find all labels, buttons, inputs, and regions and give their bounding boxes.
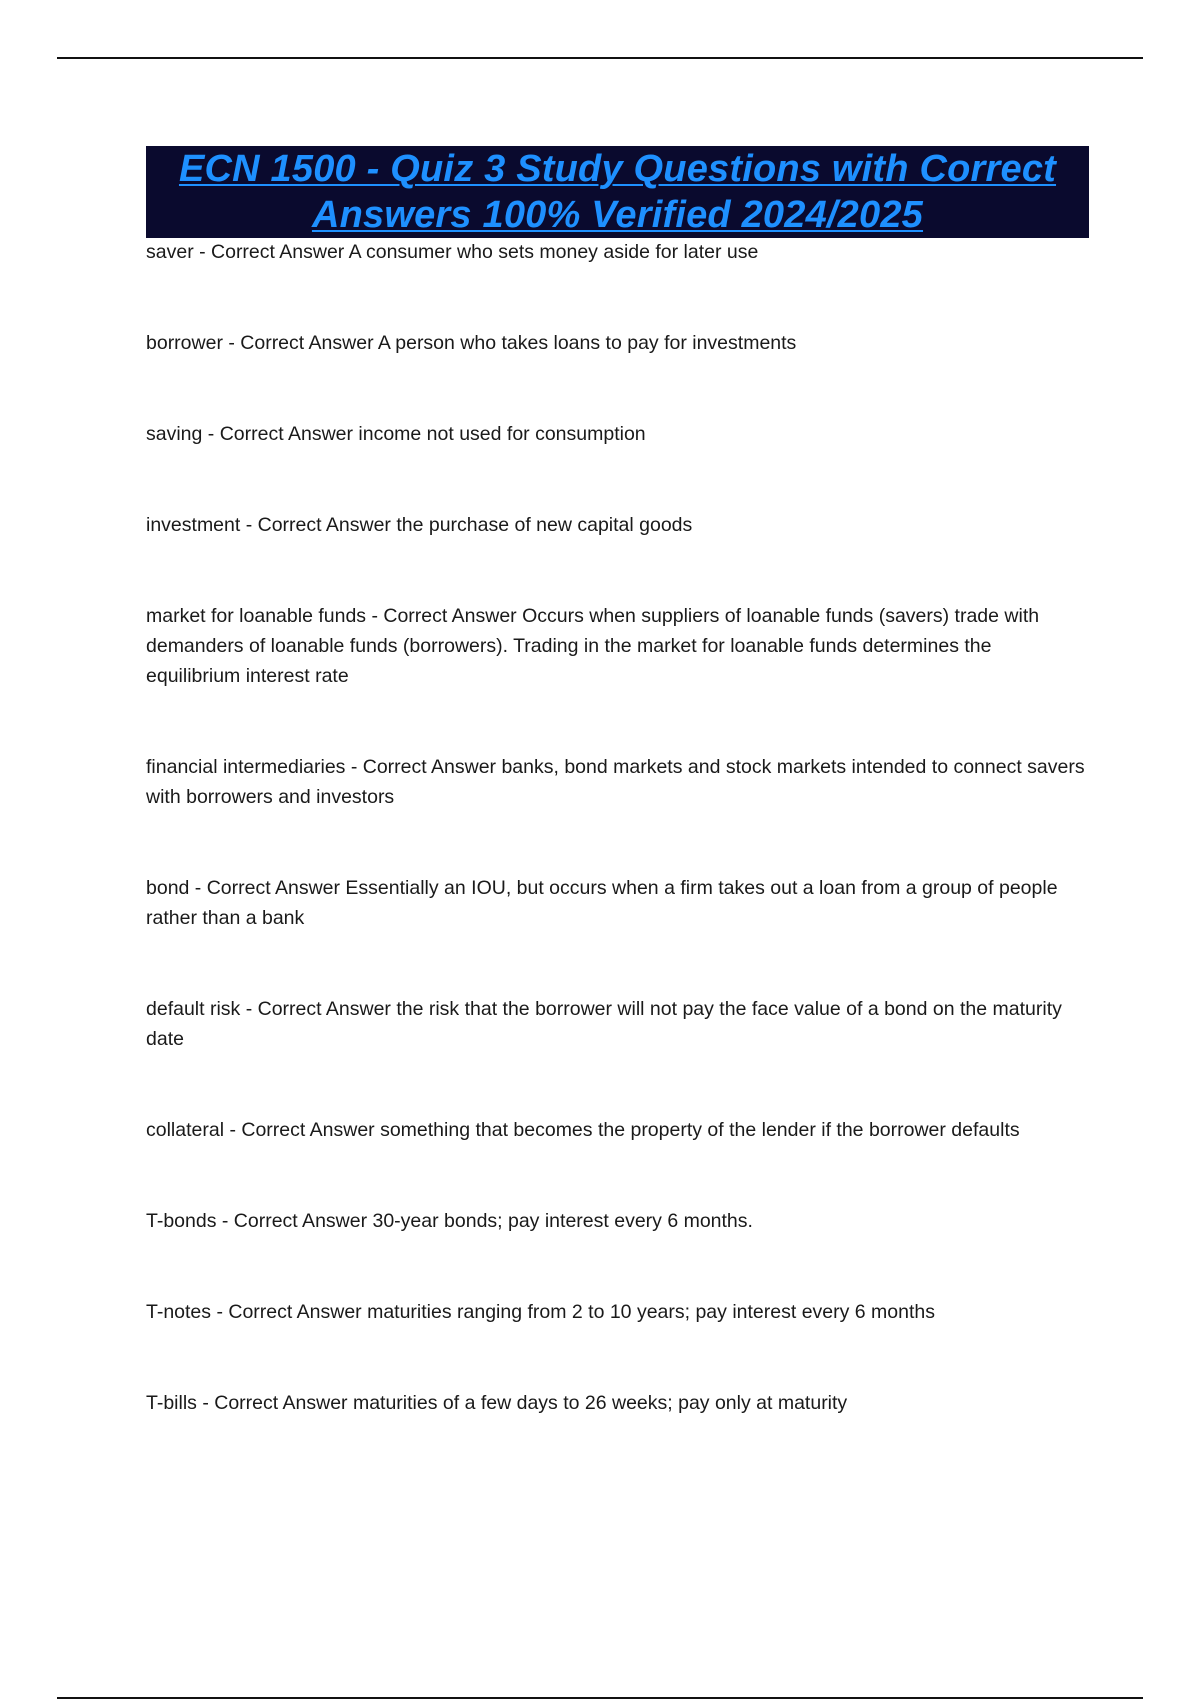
qa-list (146, 237, 1086, 1418)
qa-entry-market-for-loanable-funds: market for loanable funds - Correct Answer Occurs when suppliers of loanable funds (savers) trade with demanders of loanable funds (borrowers). Trading in the market for loanable funds determines the equilibrium interest rate (146, 605, 1040, 687)
qa-entry-t-bills: T-bills - Correct Answer maturities of a few days to 26 weeks; pay only at maturity (146, 1392, 848, 1414)
qa-entry-collateral: collateral - Correct Answer something that becomes the property of the lender if the borrower defaults (146, 1119, 1020, 1141)
qa-entry-bond: bond - Correct Answer Essentially an IOU, but occurs when a firm takes out a loan from a group of people rather than a bank (146, 877, 1058, 929)
header-rule (57, 57, 1143, 59)
document-title: ECN 1500 - Quiz 3 Study Questions with Correct Answers 100% Verified 2024/2025 (178, 148, 1057, 236)
qa-entry-borrower: borrower - Correct Answer A person who takes loans to pay for investments (146, 332, 797, 354)
title-banner (146, 146, 1089, 238)
qa-entry-saving: saving - Correct Answer income not used for consumption (146, 423, 646, 445)
qa-entry-default-risk: default risk - Correct Answer the risk that the borrower will not pay the face value of a bond on the maturity date (146, 998, 1062, 1050)
footer-rule (57, 1697, 1143, 1699)
qa-entry-saver: saver - Correct Answer A consumer who sets money aside for later use (146, 241, 759, 263)
qa-entry-t-notes: T-notes - Correct Answer maturities ranging from 2 to 10 years; pay interest every 6 months (146, 1301, 935, 1323)
qa-entry-t-bonds: T-bonds - Correct Answer 30-year bonds; pay interest every 6 months. (146, 1210, 753, 1232)
qa-entry-financial-intermediaries: financial intermediaries - Correct Answer banks, bond markets and stock markets intended to connect savers with borrowers and investors (146, 756, 1085, 808)
qa-entry-investment: investment - Correct Answer the purchase of new capital goods (146, 514, 693, 536)
